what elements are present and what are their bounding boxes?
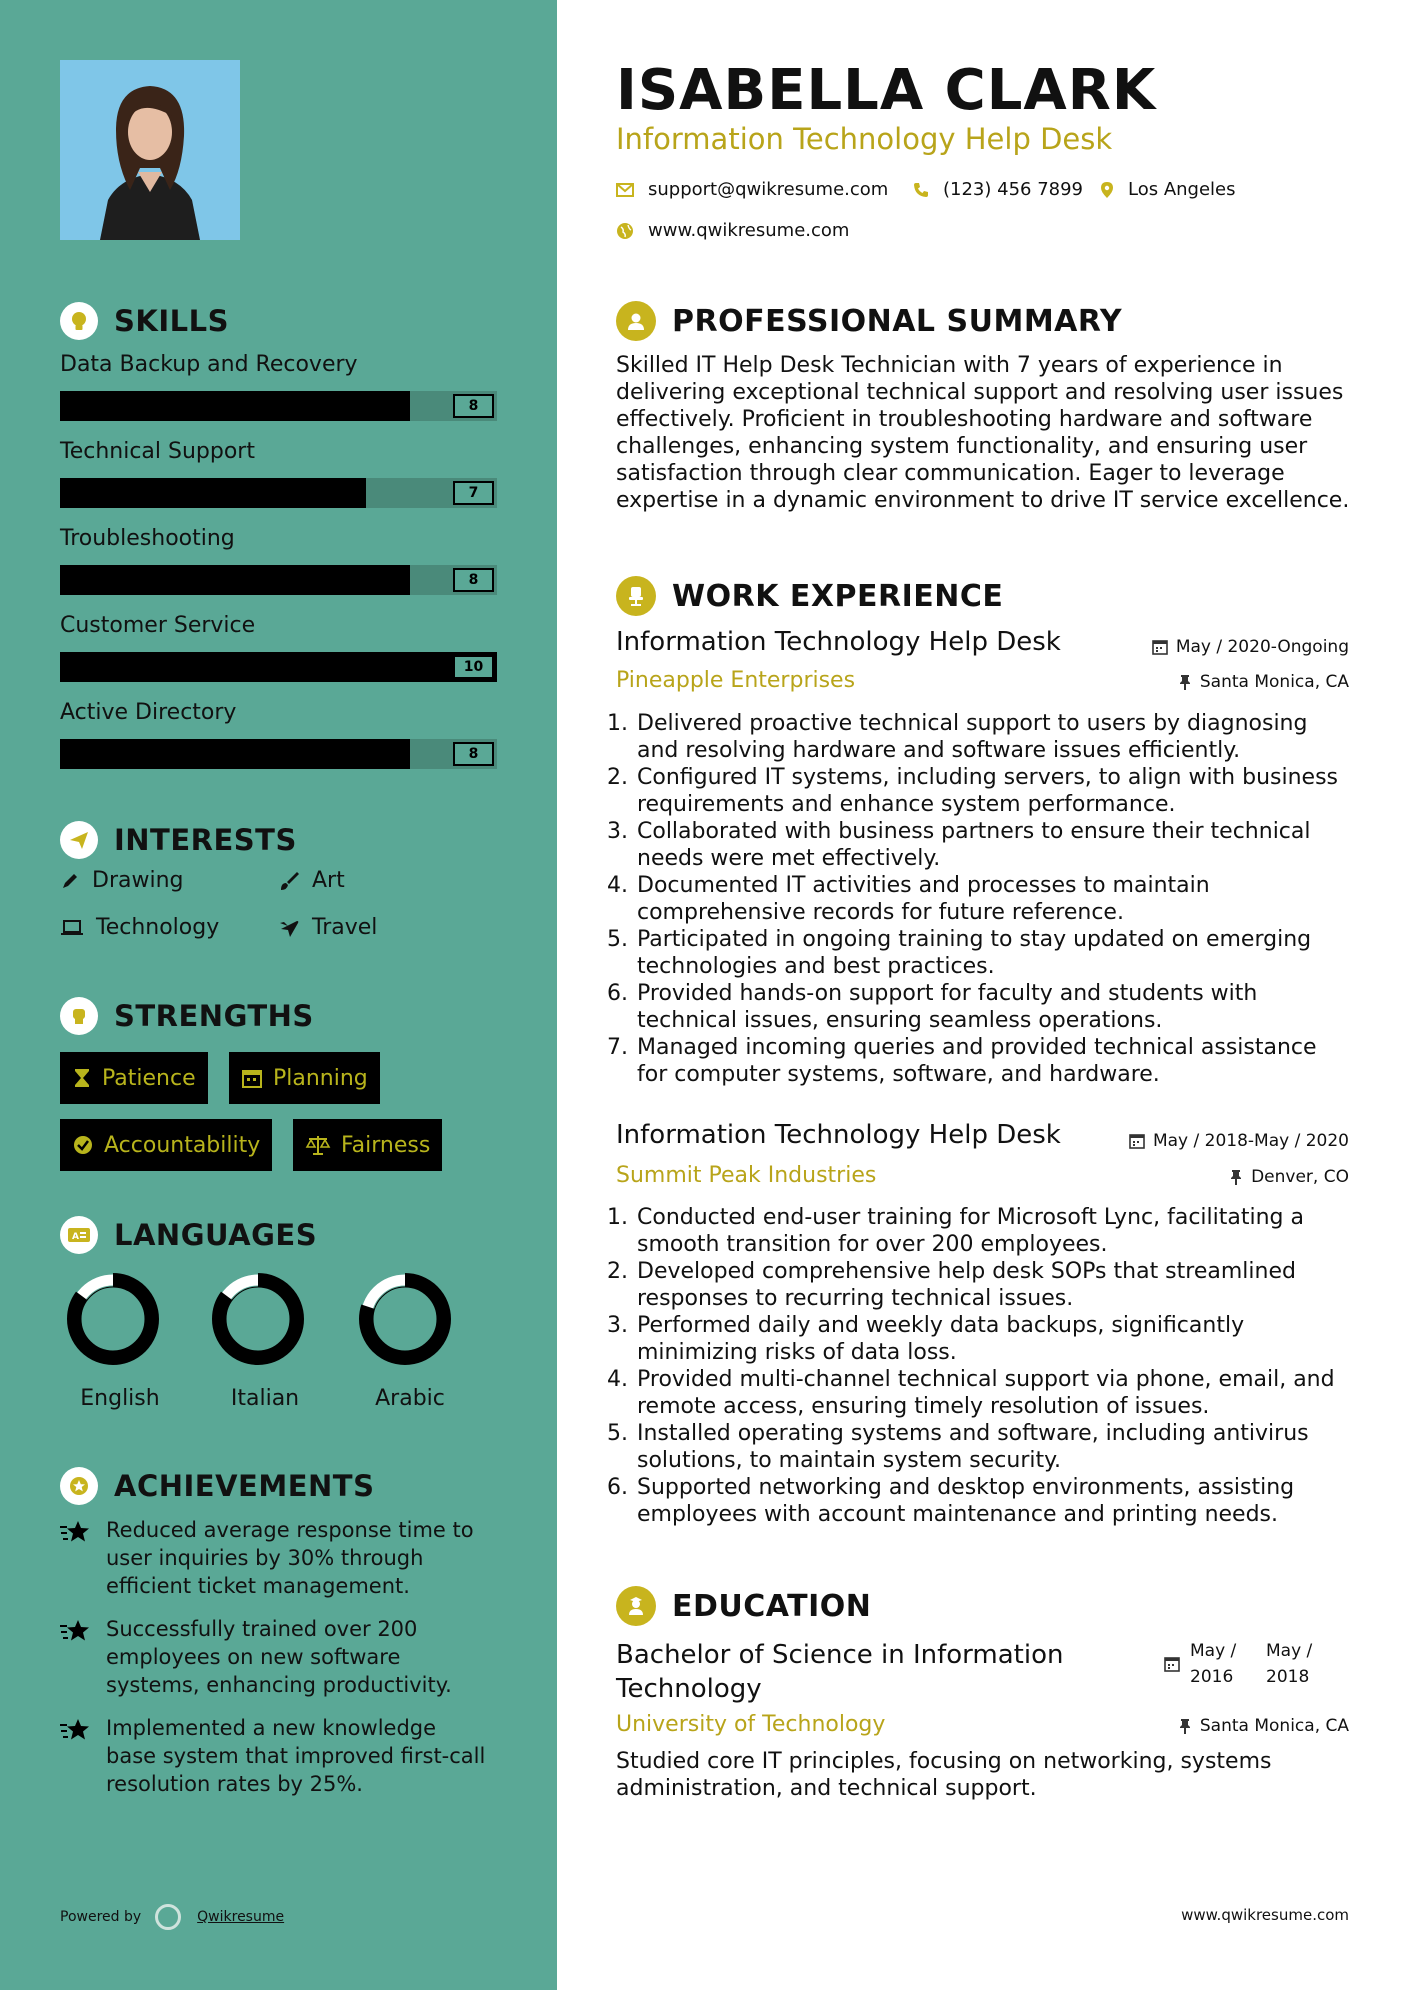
experience-title: WORK EXPERIENCE bbox=[672, 578, 1004, 614]
qwikresume-logo-icon bbox=[155, 1904, 181, 1930]
qwikresume-link[interactable]: Qwikresume bbox=[197, 1909, 285, 1925]
language-label: Arabic bbox=[375, 1386, 445, 1411]
svg-text:A: A bbox=[72, 1232, 79, 1242]
interest-item bbox=[278, 868, 345, 893]
job-company: Pineapple Enterprises bbox=[616, 668, 856, 693]
calendar-icon bbox=[1129, 1133, 1145, 1149]
strength-pill bbox=[60, 1052, 208, 1104]
star-icon bbox=[60, 1615, 106, 1699]
paper-plane-icon bbox=[60, 821, 98, 859]
language-icon bbox=[60, 1216, 98, 1254]
job-title: Information Technology Help Desk bbox=[616, 627, 1061, 657]
job-dates bbox=[1152, 637, 1349, 657]
balance-scale-icon bbox=[305, 1134, 331, 1156]
skill-name: Technical Support bbox=[60, 439, 255, 464]
language-label: Italian bbox=[230, 1386, 300, 1411]
pencil-icon bbox=[60, 871, 80, 891]
interest-item bbox=[60, 915, 219, 940]
skill-score: 7 bbox=[453, 481, 494, 505]
education-text: Studied core IT principles, focusing on networking, systems administration, and technical support. bbox=[616, 1749, 1272, 1801]
paintbrush-icon bbox=[278, 870, 300, 892]
fist-icon bbox=[60, 997, 98, 1035]
user-icon bbox=[616, 301, 656, 341]
strength-pill bbox=[229, 1052, 380, 1104]
school-name: University of Technology bbox=[616, 1712, 886, 1737]
interest-label: Technology bbox=[96, 915, 220, 940]
duty-item: 1. Delivered proactive technical support to users by diagnosing and resolving hardware and software issues efficiently. bbox=[635, 710, 1348, 764]
job-location-text: Denver, CO bbox=[1251, 1167, 1349, 1187]
interests-heading bbox=[60, 821, 297, 859]
education-start-year: 2016 bbox=[1190, 1667, 1234, 1687]
summary-title: PROFESSIONAL SUMMARY bbox=[672, 303, 1123, 339]
duty-item: 5. Participated in ongoing training to stay updated on emerging technologies and best practices. bbox=[635, 926, 1348, 980]
duty-item: 1. Conducted end-user training for Microsoft Lync, facilitating a smooth transition for over 200 employees. bbox=[635, 1204, 1348, 1258]
map-pin-icon bbox=[1100, 181, 1114, 199]
duty-item: 4. Documented IT activities and processes to maintain comprehensive records for future reference. bbox=[635, 872, 1348, 926]
duty-item: 4. Provided multi-channel technical support via phone, email, and remote access, ensuring timely resolution of issues. bbox=[635, 1366, 1348, 1420]
location-text: Los Angeles bbox=[1128, 179, 1236, 200]
skill-bar bbox=[60, 391, 497, 421]
email-text[interactable]: support@qwikresume.com bbox=[648, 179, 889, 200]
job-dates-text: May / 2018-May / 2020 bbox=[1152, 1131, 1349, 1151]
skill-bar-fill bbox=[60, 391, 410, 421]
duty-item: 3. Collaborated with business partners to ensure their technical needs were met effectively. bbox=[635, 818, 1348, 872]
education-location-text: Santa Monica, CA bbox=[1199, 1716, 1349, 1736]
strengths-title: STRENGTHS bbox=[114, 999, 314, 1033]
interests-title: INTERESTS bbox=[114, 823, 297, 857]
duty-item: 6. Provided hands-on support for faculty and students with technical issues, ensuring seamless operations. bbox=[635, 980, 1348, 1034]
laptop-icon bbox=[60, 918, 84, 938]
job-dates-text: May / 2020-Ongoing bbox=[1175, 637, 1349, 657]
achievement-item bbox=[60, 1516, 490, 1600]
summary-heading bbox=[616, 301, 1122, 341]
achievement-text: Successfully trained over 200 employees on new software systems, enhancing productivity. bbox=[106, 1617, 452, 1697]
strengths-heading bbox=[60, 997, 314, 1035]
education-title: EDUCATION bbox=[672, 1588, 872, 1624]
achievement-item bbox=[60, 1615, 490, 1699]
strength-label: Fairness bbox=[341, 1132, 431, 1158]
duty-item: 5. Installed operating systems and software, including antivirus solutions, to maintain system security. bbox=[635, 1420, 1348, 1474]
skills-title: SKILLS bbox=[114, 304, 229, 338]
skill-bar-fill bbox=[60, 739, 410, 769]
interest-label: Art bbox=[312, 868, 345, 893]
website-text[interactable]: www.qwikresume.com bbox=[648, 220, 850, 241]
interest-item bbox=[278, 915, 377, 940]
duty-item: 6. Supported networking and desktop environments, assisting employees with account maintenance and printing needs. bbox=[635, 1474, 1348, 1528]
skill-score: 8 bbox=[453, 742, 494, 766]
job-duties bbox=[608, 1204, 1348, 1528]
star-icon bbox=[60, 1516, 106, 1600]
plane-icon bbox=[278, 917, 300, 939]
skill-name: Troubleshooting bbox=[60, 526, 235, 551]
star-icon bbox=[60, 1714, 106, 1798]
duty-item: 2. Developed comprehensive help desk SOPs that streamlined responses to recurring technical issues. bbox=[635, 1258, 1348, 1312]
job-dates bbox=[1129, 1131, 1349, 1151]
skills-heading bbox=[60, 302, 229, 340]
job-title: Information Technology Help Desk bbox=[616, 1120, 1061, 1150]
strength-label: Planning bbox=[273, 1065, 368, 1091]
job-location-text: Santa Monica, CA bbox=[1199, 672, 1349, 692]
achievement-item bbox=[60, 1714, 490, 1798]
phone-icon bbox=[913, 182, 929, 198]
footer-url[interactable]: www.qwikresume.com bbox=[1181, 1906, 1349, 1924]
pushpin-icon bbox=[1229, 1169, 1243, 1185]
skill-bar bbox=[60, 652, 497, 682]
skill-bar bbox=[60, 478, 497, 508]
skill-score: 8 bbox=[453, 568, 494, 592]
candidate-name: ISABELLA CLARK bbox=[616, 58, 1157, 123]
interest-item bbox=[60, 868, 183, 893]
strength-label: Accountability bbox=[104, 1132, 261, 1158]
calendar-icon bbox=[1164, 1656, 1180, 1672]
lightbulb-icon bbox=[60, 302, 98, 340]
calendar-icon bbox=[1152, 639, 1168, 655]
achievement-text: Implemented a new knowledge base system that improved first-call resolution rates by 25%. bbox=[106, 1716, 486, 1796]
education-end-month: May / bbox=[1266, 1641, 1313, 1661]
languages-title: LANGUAGES bbox=[114, 1218, 318, 1252]
powered-label: Powered by bbox=[60, 1909, 142, 1925]
language-ring-chart bbox=[58, 1264, 168, 1374]
education-heading bbox=[616, 1586, 871, 1626]
skill-bar bbox=[60, 739, 497, 769]
interest-label: Drawing bbox=[92, 868, 184, 893]
contact-email bbox=[616, 179, 888, 200]
skill-name: Customer Service bbox=[60, 613, 256, 638]
pushpin-icon bbox=[1178, 1718, 1192, 1734]
education-location bbox=[1178, 1716, 1349, 1736]
language-label: English bbox=[80, 1386, 160, 1411]
education-start-date bbox=[1190, 1638, 1236, 1690]
achievement-text: Reduced average response time to user inquiries by 30% through efficient ticket management. bbox=[106, 1518, 474, 1598]
interest-label: Travel bbox=[312, 915, 378, 940]
calendar-icon bbox=[241, 1067, 263, 1089]
graduate-icon bbox=[616, 1586, 656, 1626]
education-end-date bbox=[1266, 1638, 1312, 1690]
office-chair-icon bbox=[616, 576, 656, 616]
job-duties bbox=[608, 710, 1348, 1088]
globe-icon bbox=[616, 222, 634, 240]
duty-item: 3. Performed daily and weekly data backups, significantly minimizing risks of data loss. bbox=[635, 1312, 1348, 1366]
contact-phone bbox=[913, 179, 1083, 200]
duty-item: 7. Managed incoming queries and provided technical assistance for computer systems, software, and hardware. bbox=[635, 1034, 1348, 1088]
degree-title: Bachelor of Science in Information Technology bbox=[616, 1640, 1064, 1704]
education-start-month: May / bbox=[1190, 1641, 1237, 1661]
achievements-heading bbox=[60, 1467, 374, 1505]
education-end-year: 2018 bbox=[1266, 1667, 1310, 1687]
phone-text[interactable]: (123) 456 7899 bbox=[943, 179, 1084, 200]
contact-location bbox=[1100, 179, 1236, 200]
language-ring bbox=[203, 1264, 313, 1378]
sidebar bbox=[0, 0, 557, 1990]
skill-score: 8 bbox=[453, 394, 494, 418]
language-ring bbox=[350, 1264, 460, 1378]
job-location bbox=[1178, 672, 1349, 692]
strength-label: Patience bbox=[102, 1065, 196, 1091]
contact-website bbox=[616, 220, 849, 241]
star-badge-icon bbox=[60, 1467, 98, 1505]
powered-by bbox=[60, 1904, 284, 1930]
skill-bar-fill bbox=[60, 565, 410, 595]
strength-pill bbox=[293, 1119, 442, 1171]
language-ring-chart bbox=[203, 1264, 313, 1374]
duty-item: 2. Configured IT systems, including servers, to align with business requirements and enhance system performance. bbox=[635, 764, 1348, 818]
job-company: Summit Peak Industries bbox=[616, 1163, 877, 1188]
check-circle-icon bbox=[72, 1134, 94, 1156]
job-location bbox=[1229, 1167, 1349, 1187]
hourglass-icon bbox=[72, 1067, 92, 1089]
profile-photo bbox=[60, 60, 240, 240]
pushpin-icon bbox=[1178, 674, 1192, 690]
skill-name: Active Directory bbox=[60, 700, 237, 725]
summary-text: Skilled IT Help Desk Technician with 7 years of experience in delivering exceptional technical support and resolving user issues effectively. Proficient in troubleshooting hardware and software challenges, enhancing system functionality, and ensuring user satisfaction through clear communication. Eager to leverage expertise in a dynamic environment to drive IT service excellence. bbox=[616, 353, 1350, 513]
skill-bar-fill bbox=[60, 652, 497, 682]
candidate-role: Information Technology Help Desk bbox=[616, 122, 1113, 156]
languages-heading bbox=[60, 1216, 317, 1254]
skill-name: Data Backup and Recovery bbox=[60, 352, 358, 377]
achievements-title: ACHIEVEMENTS bbox=[114, 1469, 375, 1503]
envelope-icon bbox=[616, 183, 634, 197]
skill-score: 10 bbox=[453, 655, 494, 679]
skill-bar-fill bbox=[60, 478, 366, 508]
language-ring-chart bbox=[350, 1264, 460, 1374]
language-ring bbox=[58, 1264, 168, 1378]
experience-heading bbox=[616, 576, 1003, 616]
strength-pill bbox=[60, 1119, 272, 1171]
skill-bar bbox=[60, 565, 497, 595]
